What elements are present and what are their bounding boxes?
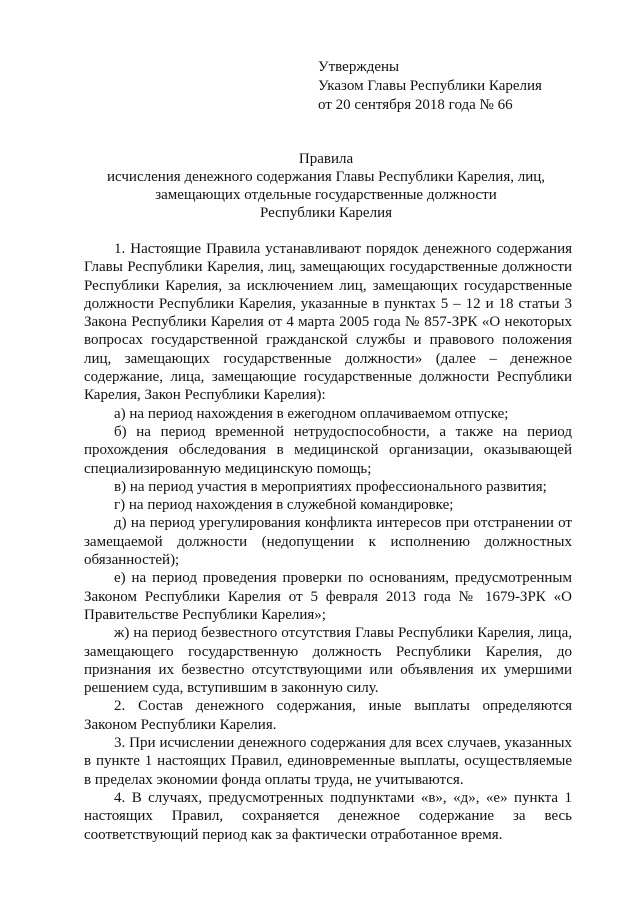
- title-line-rules: Правила: [298, 151, 354, 167]
- subparagraph-b: б) на период временной нетрудоспособности, а также на период прохождения обследования в медицинской организации, оказывающей специализированную медицинскую помощь;: [84, 423, 572, 477]
- title-line-4: Республики Карелия: [259, 205, 393, 221]
- paragraph-1: 1. Настоящие Правила устанавливают порядок денежного содержания Главы Республики Карелия, лиц, замещающих государственные должности Республики Карелия, за исключением лиц, замещающих государственные должности Республики Карелия, указанные в пунктах 5 – 12 и 18 статьи 3 Закона Республики Карелия от 4 марта 2005 года № 857-ЗРК «О некоторых вопросах государственной гражданской службы и правового положения лиц, замещающих государственные должности» (далее – денежное содержание, лица, замещающие государственные должности Республики Карелия, Закон Республики Карелия):: [84, 241, 572, 404]
- approval-block: [318, 58, 618, 115]
- subparagraph-a: а) на период нахождения в ежегодном оплачиваемом отпуске;: [114, 405, 509, 422]
- paragraph-3: 3. При исчислении денежного содержания для всех случаев, указанных в пункте 1 настоящих Правил, единовременные выплаты, осуществляемые в пределах экономии фонда оплаты труда, не учитываются.: [84, 735, 572, 788]
- document-body: [84, 240, 572, 844]
- subparagraph-zh: ж) на период безвестного отсутствия Главы Республики Карелия, лица, замещающего государственную должность Республики Карелия, до признания их безвестно отсутствующими или объявления их умершими решением суда, вступившим в законную силу.: [84, 625, 572, 697]
- approval-line-approved: Утверждены: [318, 59, 400, 75]
- subparagraph-d: д) на период урегулирования конфликта интересов при отстранении от замещаемой должности (недопущении к исполнению должностных обязанностей);: [84, 515, 572, 569]
- paragraph-2: 2. Состав денежного содержания, иные выплаты определяются Законом Республики Карелия.: [84, 698, 572, 733]
- subparagraph-e: е) на период проведения проверки по основаниям, предусмотренным Законом Республики Карелия от 5 февраля 2013 года № 1679-ЗРК «О Правительстве Республики Карелия»;: [84, 570, 572, 623]
- title-line-3: замещающих отдельные государственные должности: [155, 187, 497, 203]
- approval-line-date: от 20 сентября 2018 года № 66: [318, 97, 513, 113]
- subparagraph-g: г) на период нахождения в служебной командировке;: [114, 497, 454, 514]
- paragraph-4: 4. В случаях, предусмотренных подпунктами «в», «д», «е» пункта 1 настоящих Правил, сохраняется денежное содержание за весь соответствующий период как за фактически отработанное время.: [84, 789, 572, 843]
- title-line-2: исчисления денежного содержания Главы Республики Карелия, лиц,: [106, 169, 546, 185]
- subparagraph-v: в) на период участия в мероприятиях профессионального развития;: [114, 478, 547, 495]
- document-title: [60, 150, 592, 222]
- approval-line-decree: Указом Главы Республики Карелия: [318, 78, 542, 94]
